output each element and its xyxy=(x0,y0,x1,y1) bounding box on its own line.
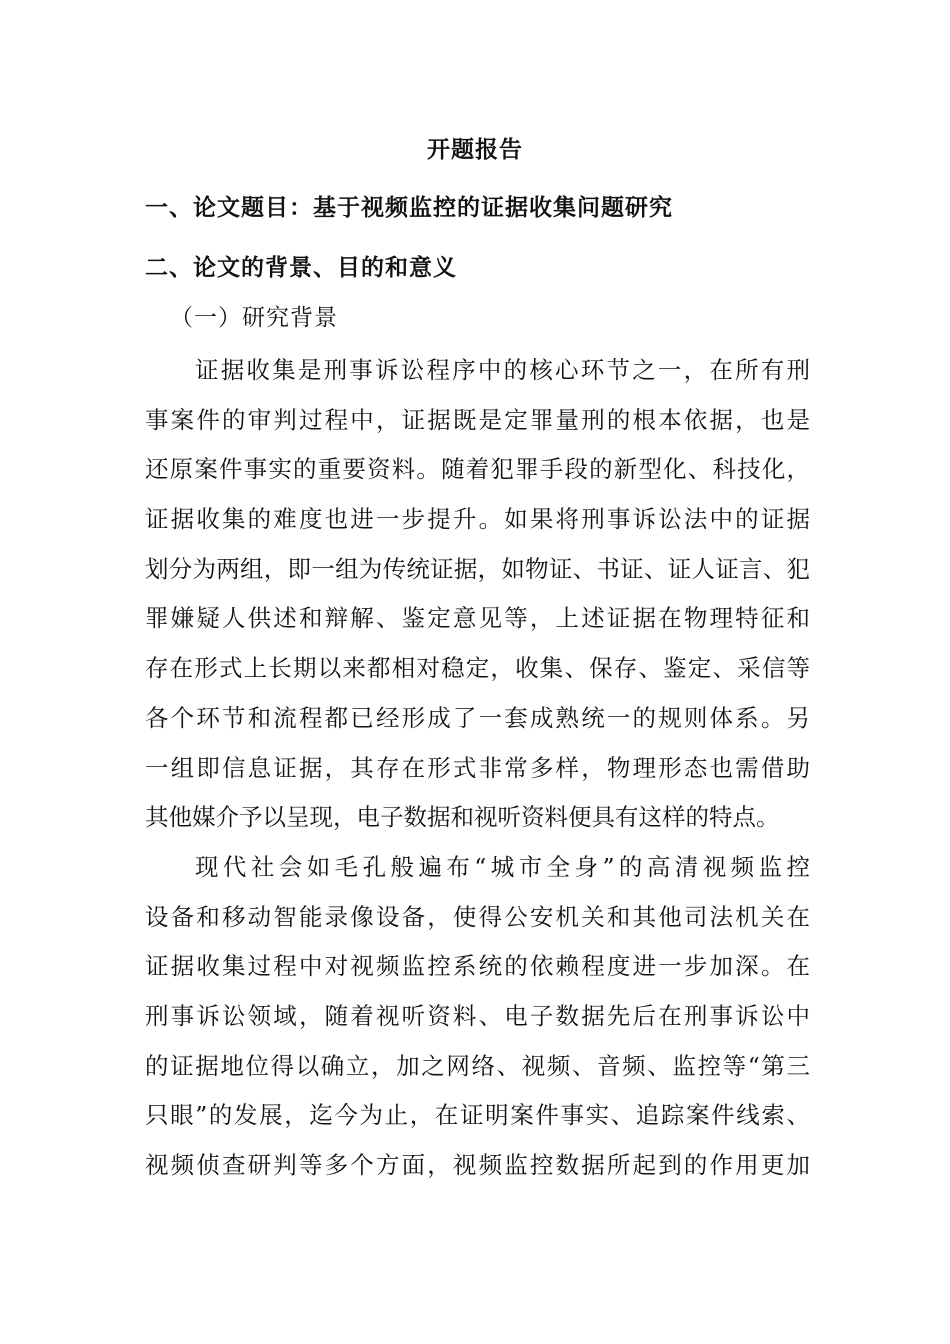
paragraph-line: 刑事诉讼领域，随着视听资料、电子数据先后在刑事诉讼中 xyxy=(145,1002,810,1031)
paragraph-line: 设备和移动智能录像设备，使得公安机关和其他司法机关在 xyxy=(145,902,810,931)
paragraph-evidence-collection xyxy=(145,346,810,843)
paragraph-line: 其他媒介予以呈现，电子数据和视听资料便具有这样的特点。 xyxy=(145,803,780,832)
paragraph-line: 证据收集的难度也进一步提升。如果将刑事诉讼法中的证据 xyxy=(145,505,810,534)
paragraph-line: 现代社会如毛孔般遍布“城市全身”的高清视频监控 xyxy=(195,853,810,881)
paragraph-line: 事案件的审判过程中，证据既是定罪量刑的根本依据，也是 xyxy=(145,405,810,434)
paragraph-line: 只眼”的发展，迄今为止，在证明案件事实、追踪案件线索、 xyxy=(145,1101,810,1130)
paragraph-line: 证据收集过程中对视频监控系统的依赖程度进一步加深。在 xyxy=(145,952,810,981)
report-title: 开题报告 xyxy=(427,137,523,163)
subsection-heading-research-background: （一）研究背景 xyxy=(170,305,338,331)
paragraph-line: 罪嫌疑人供述和辩解、鉴定意见等，上述证据在物理特征和 xyxy=(145,604,810,633)
section-heading-background: 二、论文的背景、目的和意义 xyxy=(145,255,457,281)
paragraph-line: 证据收集是刑事诉讼程序中的核心环节之一，在所有刑 xyxy=(195,356,810,384)
paragraph-line: 存在形式上长期以来都相对稳定，收集、保存、鉴定、采信等 xyxy=(145,654,810,683)
paragraph-line: 视频侦查研判等多个方面，视频监控数据所起到的作用更加 xyxy=(145,1151,810,1180)
section-heading-thesis-title: 一、论文题目：基于视频监控的证据收集问题研究 xyxy=(145,195,673,221)
paragraph-video-surveillance xyxy=(145,843,810,1191)
paragraph-line: 还原案件事实的重要资料。随着犯罪手段的新型化、科技化， xyxy=(145,455,810,484)
paragraph-line: 划分为两组，即一组为传统证据，如物证、书证、证人证言、犯 xyxy=(145,554,810,583)
paragraph-line: 各个环节和流程都已经形成了一套成熟统一的规则体系。另 xyxy=(145,703,810,732)
paragraph-line: 的证据地位得以确立，加之网络、视频、音频、监控等“第三 xyxy=(145,1051,810,1080)
paragraph-line: 一组即信息证据，其存在形式非常多样，物理形态也需借助 xyxy=(145,753,810,782)
